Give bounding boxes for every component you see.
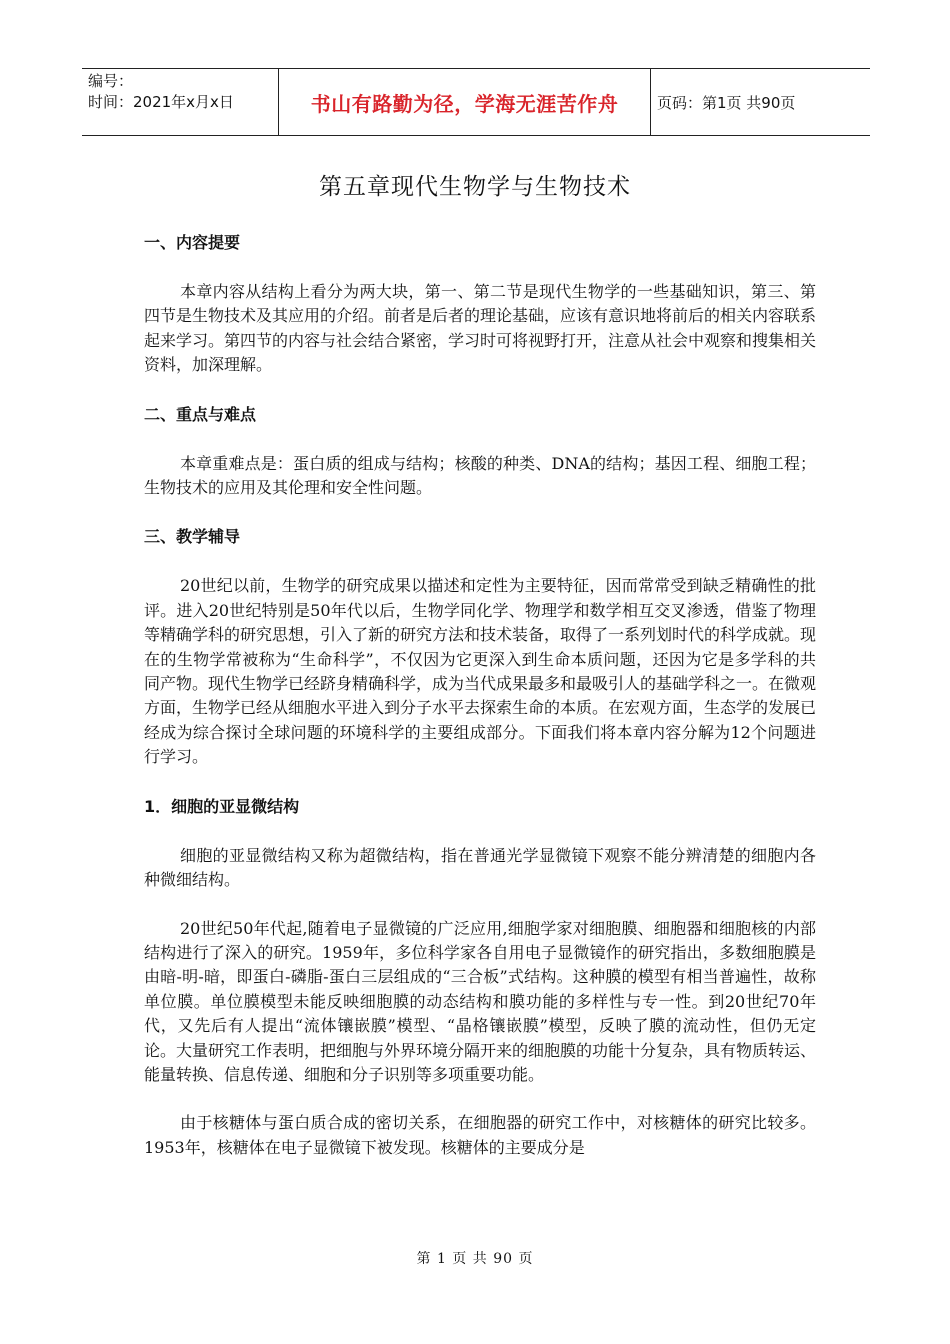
page-header	[82, 68, 870, 136]
date-text: 时间：2021年x月x日	[88, 93, 234, 111]
header-page-cell	[651, 69, 870, 135]
header-motto-cell	[279, 69, 651, 135]
cell-structure-paragraph-2: 20世纪50年代起,随着电子显微镜的广泛应用,细胞学家对细胞膜、细胞器和细胞核的内部结构进行了深入的研究。1959年，多位科学家各自用电子显微镜作的研究指出，多数细胞膜是由暗-明-暗，即蛋白-磷脂-蛋白三层组成的“三合板”式结构。这种膜的模型有相当普遍性，故称单位膜。单位膜模型未能反映细胞膜的动态结构和膜功能的多样性与专一性。到20世纪70年代，又先后有人提出“流体镶嵌膜”模型、“晶格镶嵌膜”模型，反映了膜的流动性，但仍无定论。大量研究工作表明，把细胞与外界环境分隔开来的细胞膜的功能十分复杂，具有物质转运、能量转换、信息传递、细胞和分子识别等多项重要功能。	[144, 918, 817, 1084]
summary-paragraph: 本章内容从结构上看分为两大块，第一、第二节是现代生物学的一些基础知识，第三、第四节是生物技术及其应用的介绍。前者是后者的理论基础，应该有意识地将前后的相关内容联系起来学习。第四节的内容与社会结合紧密，学习时可将视野打开，注意从社会中观察和搜集相关资料，加深理解。	[144, 282, 817, 375]
document-body	[144, 230, 816, 1184]
page-footer: 第 1 页 共 90 页	[416, 1251, 534, 1267]
section-heading-summary: 一、内容提要	[144, 233, 241, 252]
section-heading-key-points: 二、重点与难点	[144, 404, 257, 424]
subsection-heading-cell-structure: 1．细胞的亚显微结构	[144, 796, 300, 816]
page-title: 第五章现代生物学与生物技术	[319, 174, 631, 200]
guidance-paragraph: 20世纪以前，生物学的研究成果以描述和定性为主要特征，因而常常受到缺乏精确性的批评。进入20世纪特别是50年代以后，生物学同化学、物理学和数学相互交叉渗透，借鉴了物理等精确学科的研究思想，引入了新的研究方法和技术装备，取得了一系列划时代的科学成就。现在的生物学常被称为“生命科学”，不仅因为它更深入到生命本质问题，还因为它是多学科的共同产物。现代生物学已经跻身精确科学，成为当代成果最多和最吸引人的基础学科之一。在微观方面，生物学已经从细胞水平进入到分子水平去探索生命的本质。在宏观方面，生态学的发展已经成为综合探讨全球问题的环境科学的主要组成部分。下面我们将本章内容分解为12个问题进行学习。	[144, 576, 817, 767]
header-left-cell	[82, 69, 279, 135]
cell-structure-paragraph-1: 细胞的亚显微结构又称为超微结构，指在普通光学显微镜下观察不能分辨清楚的细胞内各种微细结构。	[144, 845, 816, 890]
key-points-paragraph: 本章重难点是：蛋白质的组成与结构；核酸的种类、DNA的结构；基因工程、细胞工程；生物技术的应用及其伦理和安全性问题。	[144, 453, 816, 498]
header-page-info: 页码：第1页 共90页	[657, 93, 796, 112]
cell-structure-paragraph-3: 由于核糖体与蛋白质合成的密切关系，在细胞器的研究工作中，对核糖体的研究比较多。1953年，核糖体在电子显微镜下被发现。核糖体的主要成分是	[144, 1113, 816, 1157]
section-heading-guidance: 三、教学辅导	[144, 527, 241, 547]
motto-text: 书山有路勤为径，学海无涯苦作舟	[310, 91, 619, 116]
serial-label: 编号：	[88, 72, 134, 90]
